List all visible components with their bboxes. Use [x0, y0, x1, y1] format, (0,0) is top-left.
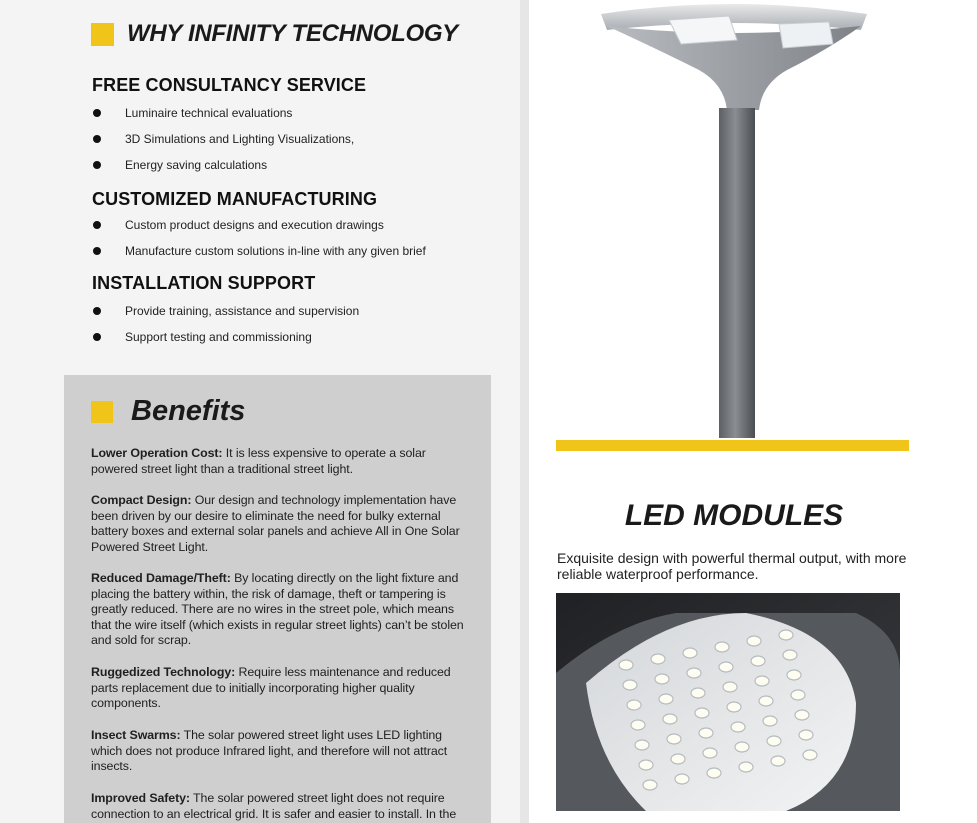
benefit-text: By locating directly on the light fixture and placing the battery within, the risk of damage, theft or tampering is greatly reduced. There are no wires in the street pole, which means that the wire itself (which exists in regular street lights) can’t be stolen and sold for scrap. — [91, 571, 464, 648]
led-chip — [747, 636, 761, 646]
led-chip — [731, 722, 745, 732]
benefit-label: Lower Operation Cost: — [91, 446, 223, 460]
benefit-text: Require less maintenance and reduced parts replacement due to initially incorporating higher quality components. — [91, 665, 451, 711]
led-chip — [655, 674, 669, 684]
benefit-paragraph — [91, 728, 471, 775]
right-page — [529, 0, 977, 823]
list-item-text: Manufacture custom solutions in-line with any given brief — [125, 244, 426, 258]
led-chip — [787, 670, 801, 680]
list-item — [93, 244, 426, 258]
led-chip — [795, 710, 809, 720]
led-chip — [783, 650, 797, 660]
led-chip — [619, 660, 633, 670]
list-item-text: Provide training, assistance and supervision — [125, 304, 360, 318]
led-chip — [683, 648, 697, 658]
led-chip — [687, 668, 701, 678]
led-chip — [623, 680, 637, 690]
street-lamp-image — [529, 0, 977, 440]
benefit-paragraph — [91, 665, 471, 712]
benefit-label: Ruggedized Technology: — [91, 665, 236, 679]
why-title — [91, 20, 458, 48]
benefit-text: Our design and technology implementation have been driven by our desire to eliminate the need for bulky external battery boxes and external solar panels and achieve All in One Solar Powered Street Light. — [91, 493, 460, 554]
list-item — [93, 218, 384, 232]
list-item-text: Custom product designs and execution drawings — [125, 218, 384, 232]
benefit-text: It is less expensive to operate a solar powered street light than a traditional street light. — [91, 446, 426, 476]
led-chip — [635, 740, 649, 750]
led-modules-description: Exquisite design with powerful thermal output, with more reliable waterproof performance. — [557, 550, 907, 582]
bullet-dot-icon — [93, 221, 101, 229]
benefit-label: Compact Design: — [91, 493, 192, 507]
led-chip — [667, 734, 681, 744]
list-item — [93, 106, 292, 120]
led-chip — [751, 656, 765, 666]
led-chip — [719, 662, 733, 672]
bullet-dot-icon — [93, 307, 101, 315]
led-chip — [791, 690, 805, 700]
bullet-dot-icon — [93, 247, 101, 255]
list-item-text: Energy saving calculations — [125, 158, 268, 172]
section-heading-manufacturing: CUSTOMIZED MANUFACTURING — [92, 189, 378, 209]
led-module-photo — [556, 593, 900, 811]
list-item — [93, 330, 312, 344]
benefits-panel — [64, 375, 491, 823]
list-item-text: Support testing and commissioning — [125, 330, 312, 344]
led-chip — [759, 696, 773, 706]
led-chip — [699, 728, 713, 738]
led-chip — [703, 748, 717, 758]
led-chip — [727, 702, 741, 712]
bullet-dot-icon — [93, 135, 101, 143]
led-chip — [715, 642, 729, 652]
led-chip — [767, 736, 781, 746]
led-modules-title: LED MODULES — [624, 499, 844, 532]
led-chip — [755, 676, 769, 686]
bullet-dot-icon — [93, 333, 101, 341]
benefit-label: Improved Safety: — [91, 791, 190, 805]
led-chip — [735, 742, 749, 752]
led-chip — [695, 708, 709, 718]
led-chip — [771, 756, 785, 766]
led-chip — [763, 716, 777, 726]
benefit-paragraph — [91, 571, 471, 649]
list-item — [93, 158, 267, 172]
led-chip — [663, 714, 677, 724]
list-item — [93, 132, 354, 146]
led-chip — [803, 750, 817, 760]
yellow-square-icon — [91, 23, 114, 46]
yellow-divider-bar — [556, 440, 909, 451]
list-item-text: Luminaire technical evaluations — [125, 106, 293, 120]
led-chip — [739, 762, 753, 772]
benefit-label: Insect Swarms: — [91, 728, 181, 742]
led-chip — [779, 630, 793, 640]
led-chip — [643, 780, 657, 790]
benefits-title — [91, 395, 245, 428]
section-heading-installation: INSTALLATION SUPPORT — [92, 273, 316, 293]
section-heading-consultancy: FREE CONSULTANCY SERVICE — [92, 75, 367, 95]
benefit-text: The solar powered street light does not require connection to an electrical grid. It is safer and easier to install. In the — [91, 791, 457, 821]
benefit-paragraph — [91, 791, 471, 822]
led-chip — [707, 768, 721, 778]
led-chip — [659, 694, 673, 704]
benefit-paragraph — [91, 446, 471, 477]
bullet-dot-icon — [93, 109, 101, 117]
benefit-text: The solar powered street light uses LED lighting which does not produce Infrared light, and therefore will not attract insects. — [91, 728, 448, 774]
page-gutter — [520, 0, 529, 823]
led-chip — [691, 688, 705, 698]
led-chip — [671, 754, 685, 764]
benefit-label: Reduced Damage/Theft: — [91, 571, 231, 585]
led-chip — [639, 760, 653, 770]
list-item — [93, 304, 359, 318]
benefit-paragraph — [91, 493, 471, 555]
led-chip — [799, 730, 813, 740]
led-chip — [627, 700, 641, 710]
yellow-square-icon — [91, 401, 113, 423]
led-chip — [651, 654, 665, 664]
led-chip — [631, 720, 645, 730]
led-chip — [723, 682, 737, 692]
list-item-text: 3D Simulations and Lighting Visualizations, — [125, 132, 355, 146]
led-chip — [675, 774, 689, 784]
bullet-dot-icon — [93, 161, 101, 169]
why-title-text: WHY INFINITY TECHNOLOGY — [127, 20, 458, 47]
benefits-title-text: Benefits — [131, 395, 246, 427]
